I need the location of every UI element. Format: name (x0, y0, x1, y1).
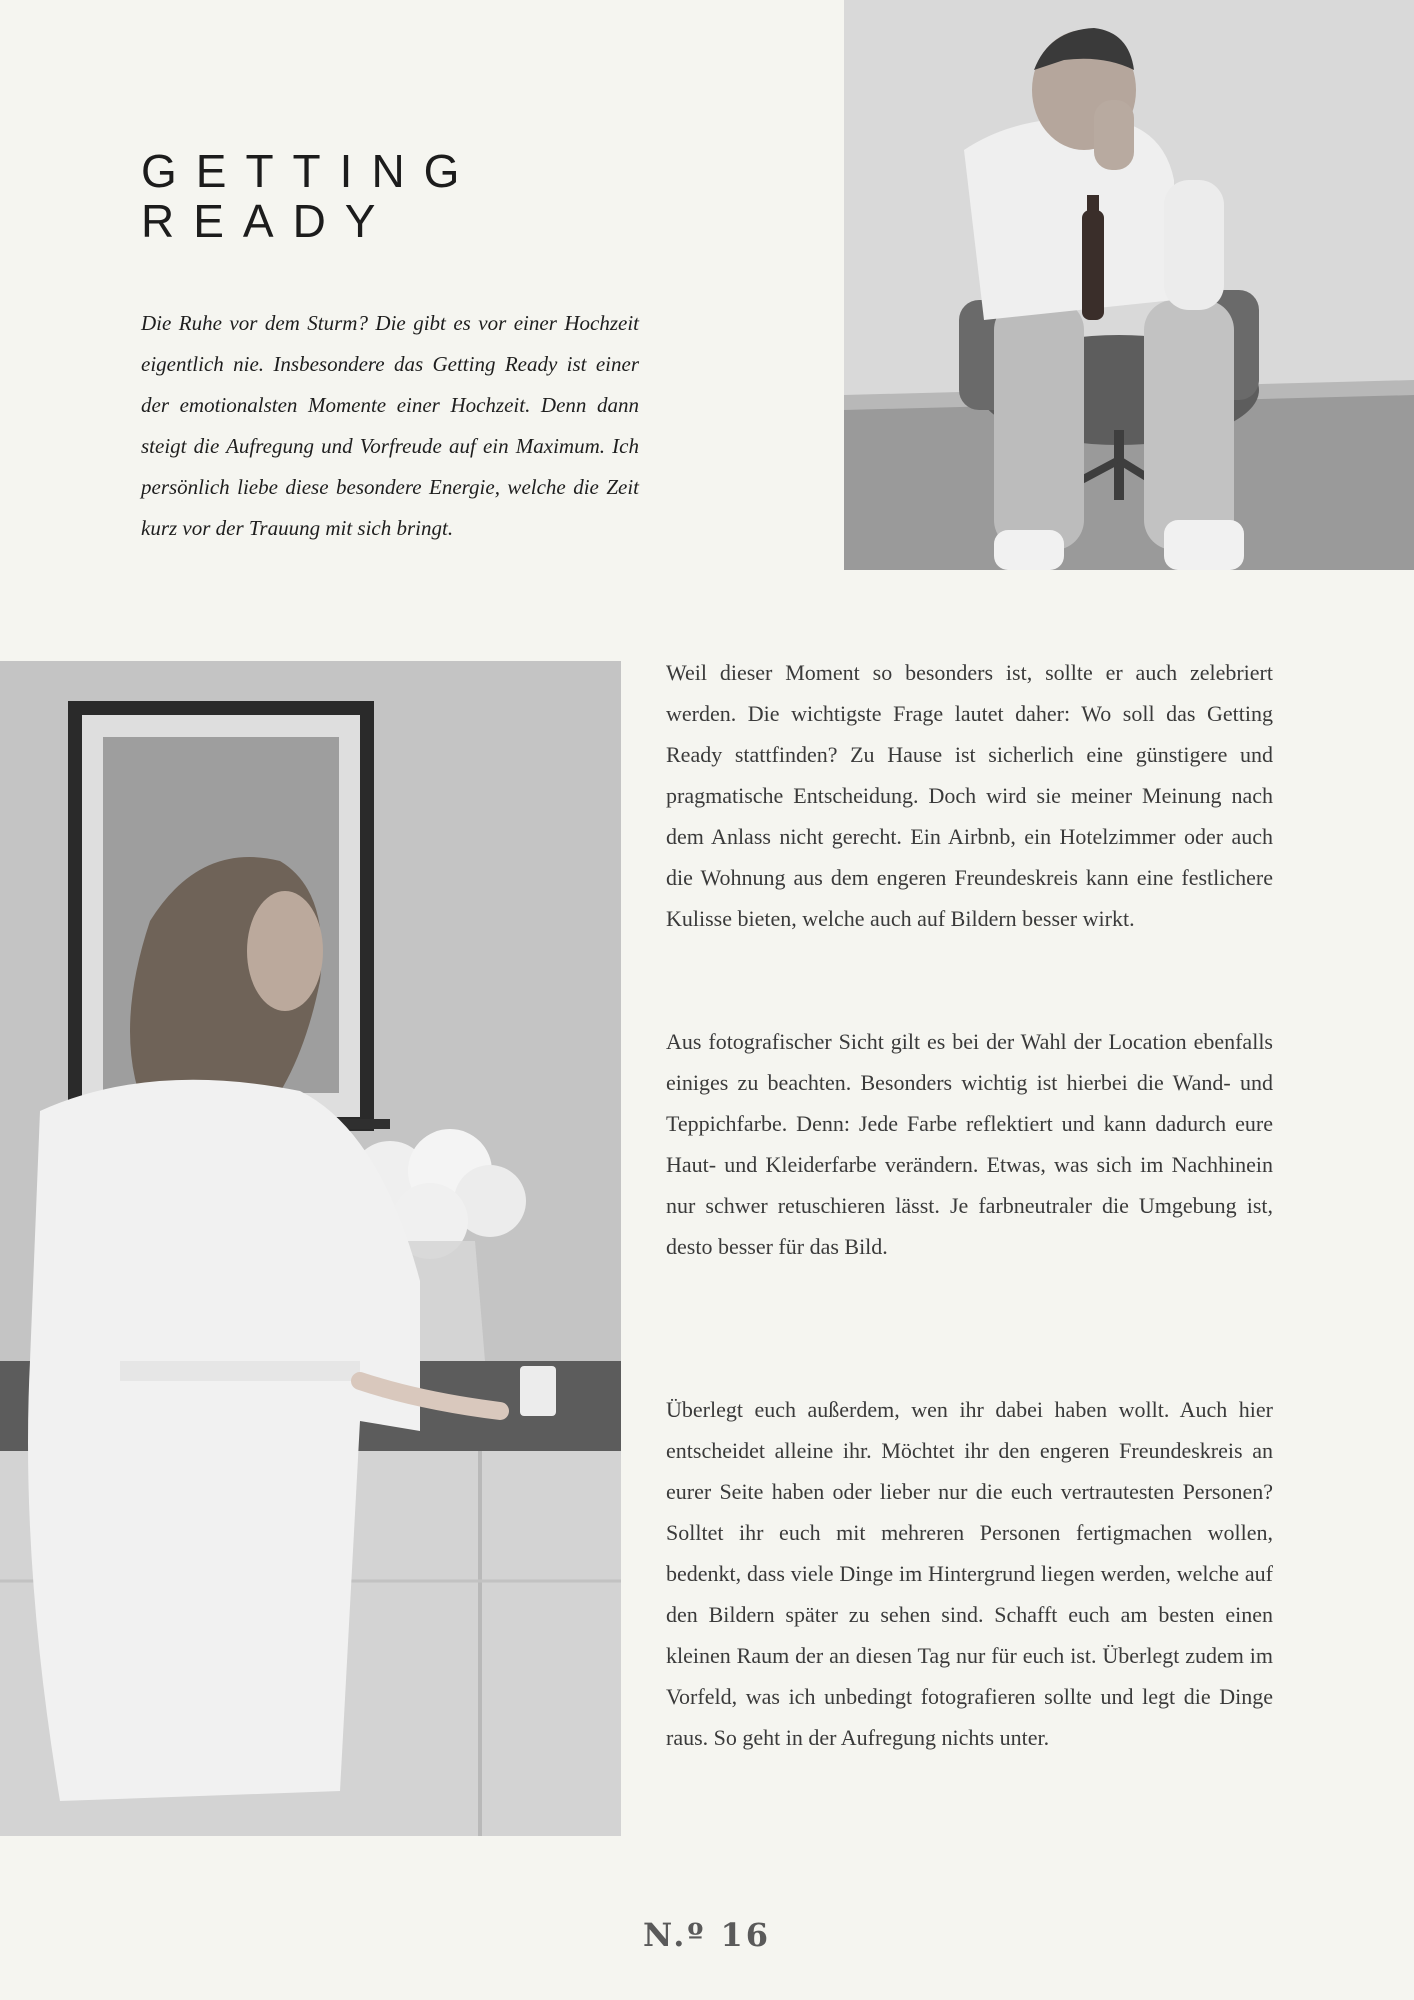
page-number: N.º 16 (642, 1916, 771, 1954)
bride-photo (0, 661, 621, 1836)
body-paragraph-3: Überlegt euch außerdem, wen ihr dabei haben wollt. Auch hier entscheidet alleine ihr. Möchtet ihr den engeren Freundeskreis an eurer Seite haben oder lieber nur die euch vertrautesten Personen? Solltet ihr euch mit mehreren Personen fertigmachen wollen, bedenkt, dass viele Dinge im Hintergrund liegen werden, welche auf den Bildern später zu sehen sind. Schafft euch am besten einen kleinen Raum der an diesen Tag nur für euch ist. Überlegt zudem im Vorfeld, was ich unbedingt fotografieren sollte und legt die Dinge raus. So geht in der Aufregung nichts unter. (666, 1397, 1273, 1750)
title-line-1: GETTING (141, 145, 479, 197)
page-title (141, 146, 478, 246)
body-paragraph-1: Weil dieser Moment so besonders ist, sollte er auch zelebriert werden. Die wichtigste Frage lautet daher: Wo soll das Getting Ready stattfinden? Zu Hause ist sicherlich eine günstigere und pragmatische Entscheidung. Doch wird sie meiner Meinung nach dem Anlass nicht gerecht. Ein Airbnb, ein Hotelzimmer oder auch die Wohnung aus dem engeren Freundeskreis kann eine festlichere Kulisse bieten, welche auch auf Bildern besser wirkt. (666, 660, 1273, 931)
title-line-2: READY (141, 195, 395, 247)
groom-photo-illustration (844, 0, 1414, 570)
groom-photo (844, 0, 1414, 570)
bride-photo-illustration (0, 661, 621, 1836)
intro-paragraph: Die Ruhe vor dem Sturm? Die gibt es vor einer Hochzeit eigentlich nie. Insbesondere das Getting Ready ist einer der emotionalsten Momente einer Hochzeit. Denn dann steigt die Aufregung und Vorfreude auf ein Maximum. Ich persönlich liebe diese besondere Energie, welche die Zeit kurz vor der Trauung mit sich bringt. (141, 311, 639, 540)
body-paragraph-2: Aus fotografischer Sicht gilt es bei der Wahl der Location ebenfalls einiges zu beachten. Besonders wichtig ist hierbei die Wand- und Teppichfarbe. Denn: Jede Farbe reflektiert und kann dadurch eure Haut- und Kleiderfarbe verändern. Etwas, was sich im Nachhinein nur schwer retuschieren lässt. Je farbneutraler die Umgebung ist, desto besser für das Bild. (666, 1029, 1273, 1259)
